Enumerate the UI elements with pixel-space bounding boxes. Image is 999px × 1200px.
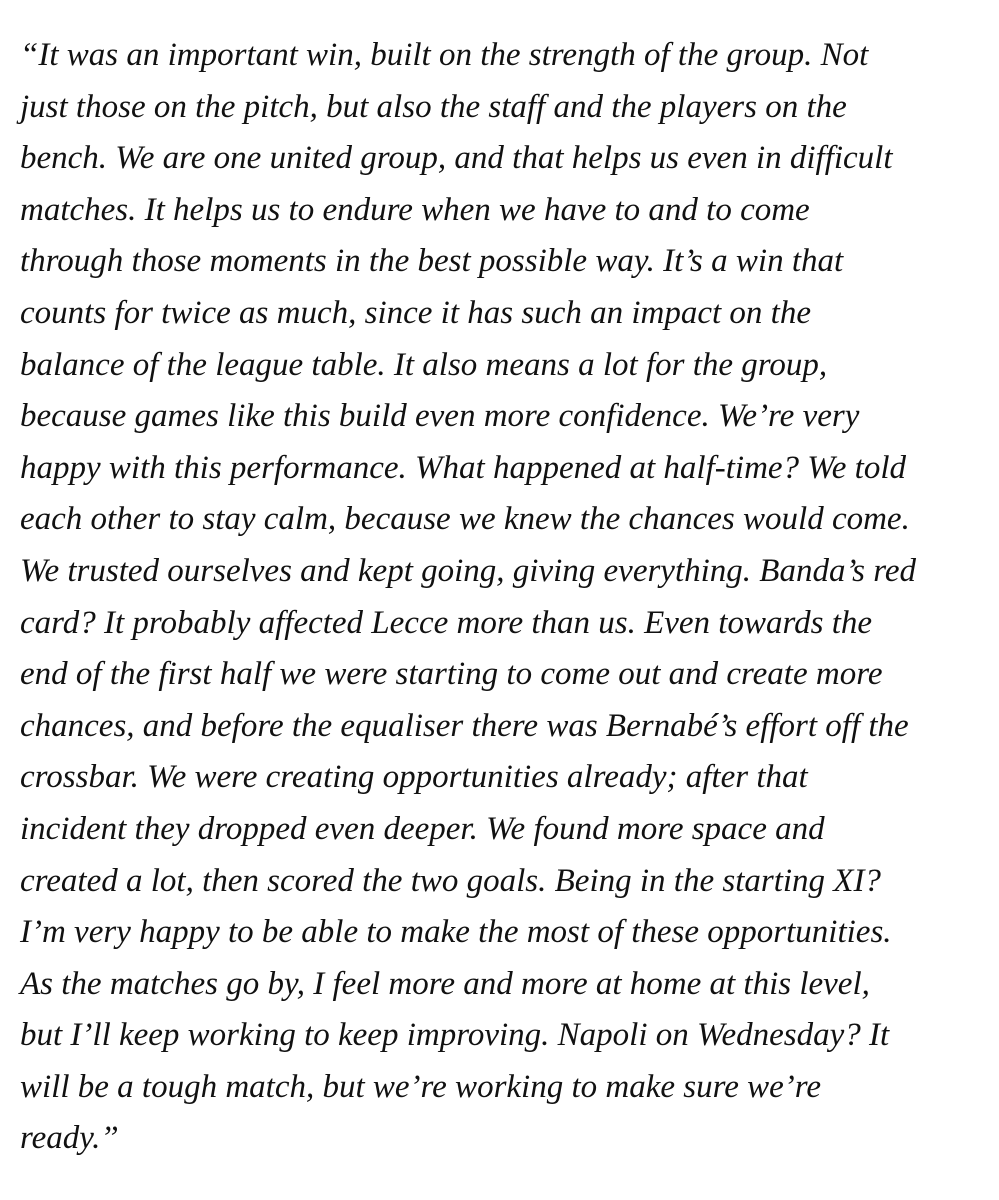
quote-line: ready.”: [20, 1120, 119, 1157]
quote-line: created a lot, then scored the two goals. Being in the starting XI?: [20, 862, 881, 899]
quote-line: each other to stay calm, because we knew the chances would come.: [20, 501, 910, 538]
quote-line: As the matches go by, I feel more and more at home at this level,: [20, 965, 870, 1002]
quote-line: card? It probably affected Lecce more than us. Even towards the: [20, 604, 873, 641]
quote-line: end of the first half we were starting to come out and create more: [20, 656, 883, 693]
quote-line: just those on the pitch, but also the staff and the players on the: [20, 88, 847, 125]
quote-text-block: [20, 30, 990, 1165]
quote-line: We trusted ourselves and kept going, giving everything. Banda’s red: [20, 552, 917, 589]
quote-line: I’m very happy to be able to make the most of these opportunities.: [20, 914, 892, 951]
quote-line: but I’ll keep working to keep improving. Napoli on Wednesday? It: [20, 1017, 890, 1054]
quote-line: chances, and before the equaliser there was Bernabé’s effort off the: [20, 707, 909, 744]
quote-line: bench. We are one united group, and that helps us even in difficult: [20, 140, 893, 177]
quote-line: incident they dropped even deeper. We found more space and: [20, 810, 825, 847]
quote-line: because games like this build even more confidence. We’re very: [20, 398, 860, 435]
quote-line: happy with this performance. What happened at half-time? We told: [20, 449, 907, 486]
quote-line: balance of the league table. It also means a lot for the group,: [20, 346, 828, 383]
quote-line: “It was an important win, built on the strength of the group. Not: [20, 37, 869, 73]
quote-line: counts for twice as much, since it has such an impact on the: [20, 294, 811, 331]
quote-line: crossbar. We were creating opportunities already; after that: [20, 759, 808, 796]
quote-line: matches. It helps us to endure when we have to and to come: [20, 191, 810, 228]
quote-line: will be a tough match, but we’re working to make sure we’re: [20, 1068, 822, 1105]
quote-line: through those moments in the best possible way. It’s a win that: [20, 243, 844, 280]
